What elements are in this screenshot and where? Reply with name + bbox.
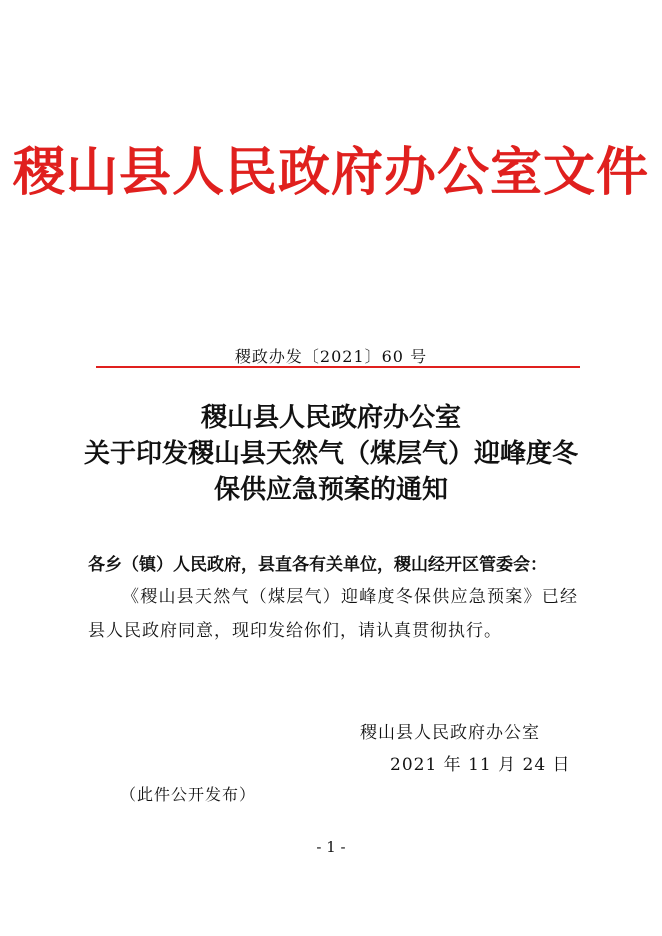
document-number: 稷政办发〔2021〕60 号 [234,347,428,366]
page-number: - 1 - [316,838,346,856]
notice-title-line: 稷山县人民政府办公室 [200,403,461,433]
signature-date: 2021 年 11 月 24 日 [390,755,571,775]
public-release-note: （此件公开发布） [120,785,257,804]
notice-title [0,400,662,508]
signature-organization: 稷山县人民政府办公室 [360,723,540,743]
notice-title-line: 关于印发稷山县天然气（煤层气）迎峰度冬 [83,439,578,469]
document-header-title: 稷山县人民政府办公室文件 [12,142,649,203]
recipients-line: 各乡（镇）人民政府，县直各有关单位，稷山经开区管委会： [88,555,547,575]
notice-title-line: 保供应急预案的通知 [213,475,448,505]
red-divider-line [96,366,580,368]
body-paragraph: 《稷山县天然气（煤层气）迎峰度冬保供应急预案》已经县人民政府同意，现印发给你们，请认真贯彻执行。 [88,587,578,641]
